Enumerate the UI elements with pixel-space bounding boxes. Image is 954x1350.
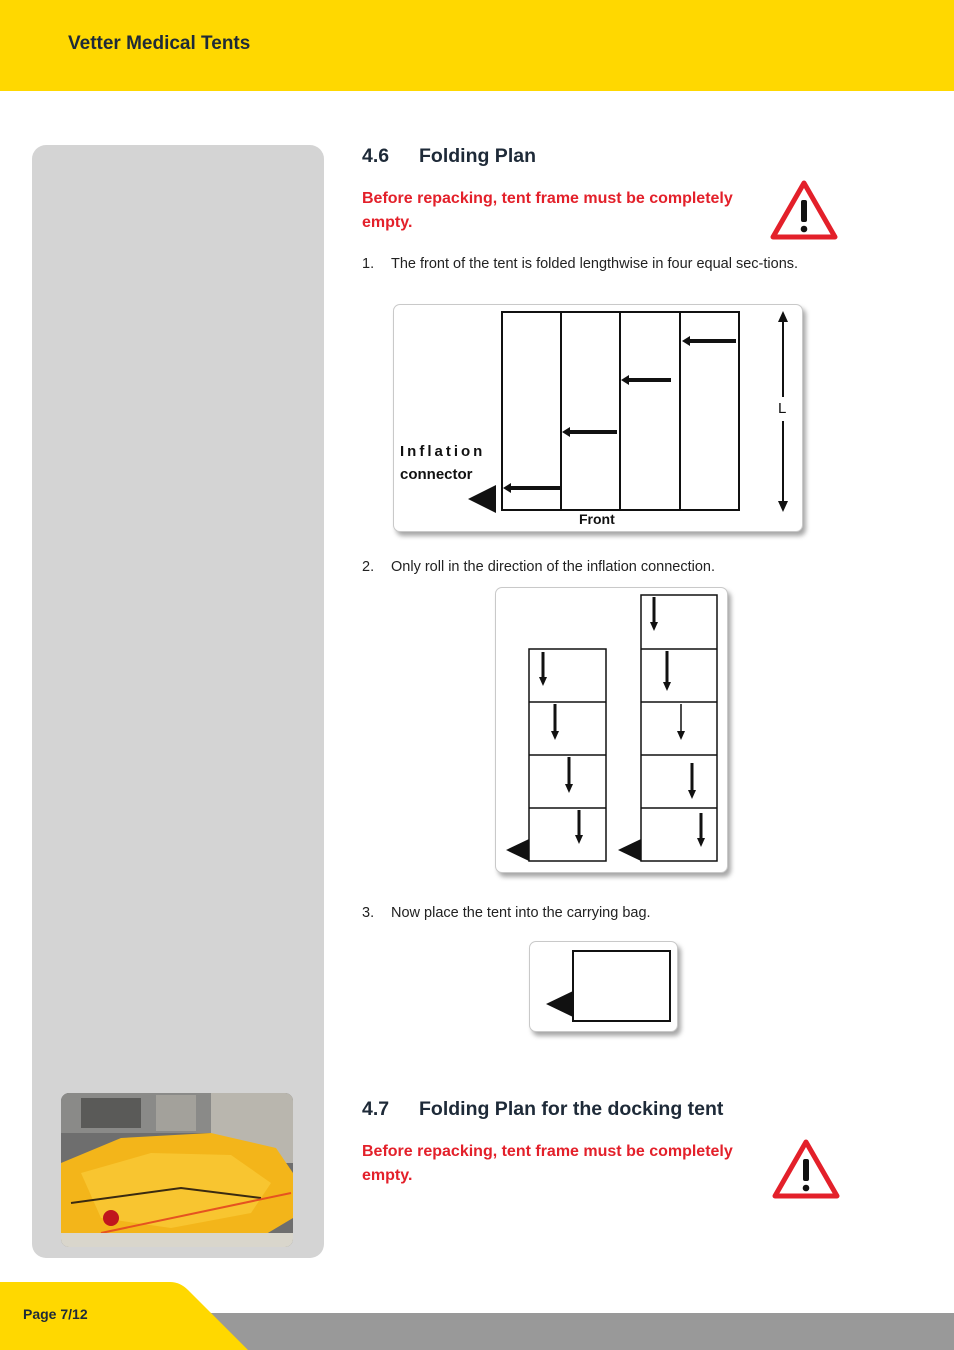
step-2 <box>362 557 839 578</box>
warning-line-1: Before repacking, tent frame must be completely <box>362 190 733 207</box>
section-number: 4.7 <box>362 1098 390 1120</box>
sidebar-panel <box>32 145 324 1258</box>
warning-line-1: Before repacking, tent frame must be completely <box>362 1143 733 1160</box>
page-header <box>0 0 954 91</box>
warning-line-2: empty. <box>362 1167 413 1184</box>
connector-label: connector <box>400 466 473 483</box>
step-number: 1. <box>362 256 375 272</box>
warning-text <box>362 187 782 235</box>
folding-diagram-front <box>393 304 803 532</box>
section-number: 4.6 <box>362 145 390 167</box>
step-number: 3. <box>362 905 375 921</box>
carrying-bag-diagram <box>529 941 678 1032</box>
folded-tent-photo <box>61 1093 293 1247</box>
warning-text <box>362 1140 782 1188</box>
section-title: Folding Plan <box>419 145 536 167</box>
step-text: The front of the tent is folded lengthwise in four equal sec-tions. <box>391 256 799 272</box>
rolling-diagram <box>495 587 728 873</box>
section-heading-4-6 <box>362 145 536 168</box>
step-3 <box>362 903 839 924</box>
length-label: L <box>778 400 787 417</box>
section-heading-4-7 <box>362 1098 723 1121</box>
warning-line-2: empty. <box>362 214 413 231</box>
section-title: Folding Plan for the docking tent <box>419 1098 724 1120</box>
inflation-label: Inflation <box>400 443 486 460</box>
warning-triangle-icon <box>772 1139 840 1199</box>
page-number: Page 7/12 <box>23 1306 88 1322</box>
front-label: Front <box>579 511 615 527</box>
warning-triangle-icon <box>770 180 838 240</box>
step-text: Only roll in the direction of the inflation connection. <box>391 559 716 575</box>
step-1 <box>362 254 839 275</box>
step-text: Now place the tent into the carrying bag. <box>391 905 651 921</box>
header-title: Vetter Medical Tents <box>68 33 251 54</box>
step-number: 2. <box>362 559 375 575</box>
